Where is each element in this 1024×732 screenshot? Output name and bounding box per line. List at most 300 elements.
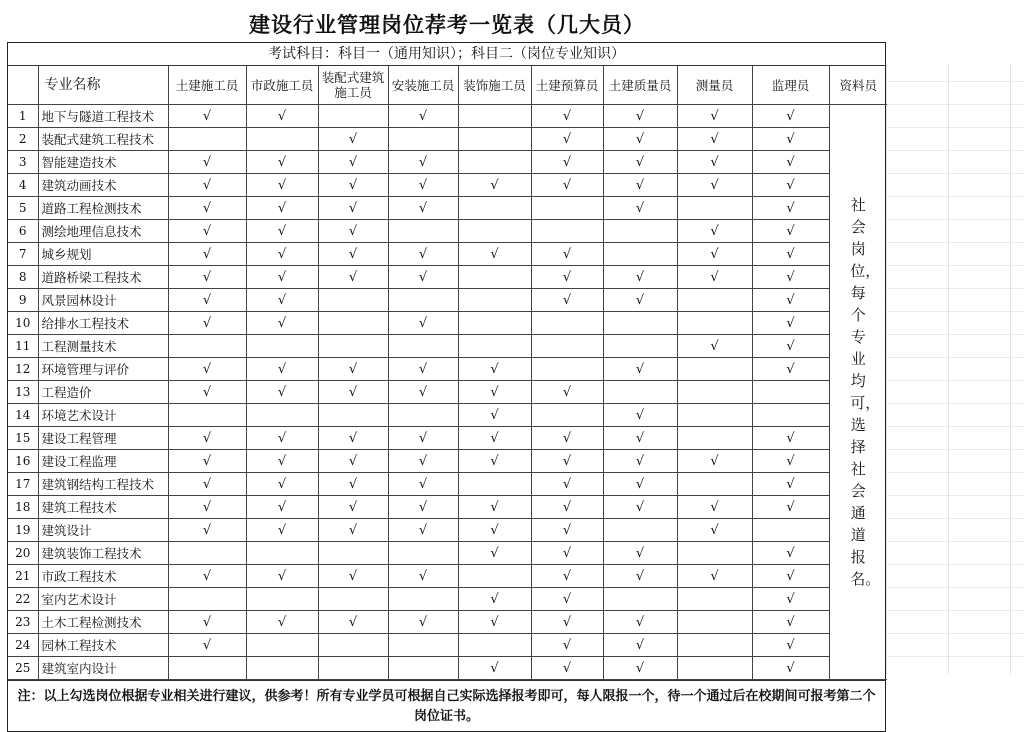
- empty-cell: [168, 657, 246, 680]
- check-mark-icon: √: [531, 473, 603, 496]
- empty-cell: [318, 588, 388, 611]
- row-index: 10: [8, 312, 38, 335]
- empty-cell: [603, 312, 677, 335]
- header-row: [8, 66, 887, 105]
- check-mark-icon: √: [752, 128, 829, 151]
- check-mark-icon: √: [318, 473, 388, 496]
- empty-cell: [677, 404, 752, 427]
- check-mark-icon: √: [752, 588, 829, 611]
- empty-cell: [458, 565, 531, 588]
- empty-cell: [168, 588, 246, 611]
- check-mark-icon: √: [531, 174, 603, 197]
- check-mark-icon: √: [603, 542, 677, 565]
- row-index: 18: [8, 496, 38, 519]
- empty-cell: [458, 220, 531, 243]
- major-name: 风景园林设计: [38, 289, 168, 312]
- empty-cell: [603, 335, 677, 358]
- empty-cell: [531, 335, 603, 358]
- empty-cell: [388, 542, 458, 565]
- major-name: 给排水工程技术: [38, 312, 168, 335]
- check-mark-icon: √: [531, 634, 603, 657]
- check-mark-icon: √: [388, 105, 458, 128]
- check-mark-icon: √: [318, 174, 388, 197]
- check-mark-icon: √: [752, 542, 829, 565]
- empty-cell: [752, 381, 829, 404]
- empty-cell: [388, 335, 458, 358]
- check-mark-icon: √: [388, 450, 458, 473]
- empty-cell: [677, 657, 752, 680]
- check-mark-icon: √: [458, 243, 531, 266]
- check-mark-icon: √: [603, 404, 677, 427]
- major-name: 建筑设计: [38, 519, 168, 542]
- check-mark-icon: √: [168, 473, 246, 496]
- table-row: [8, 634, 887, 657]
- major-name: 建筑动画技术: [38, 174, 168, 197]
- empty-cell: [677, 381, 752, 404]
- empty-cell: [458, 634, 531, 657]
- major-name: 建筑室内设计: [38, 657, 168, 680]
- check-mark-icon: √: [531, 496, 603, 519]
- check-mark-icon: √: [318, 266, 388, 289]
- empty-cell: [531, 312, 603, 335]
- empty-cell: [246, 588, 318, 611]
- check-mark-icon: √: [531, 266, 603, 289]
- check-mark-icon: √: [458, 496, 531, 519]
- check-mark-icon: √: [458, 427, 531, 450]
- check-mark-icon: √: [318, 565, 388, 588]
- empty-cell: [388, 404, 458, 427]
- check-mark-icon: √: [531, 588, 603, 611]
- check-mark-icon: √: [752, 174, 829, 197]
- check-mark-icon: √: [318, 611, 388, 634]
- header-position: 测量员: [677, 66, 752, 105]
- check-mark-icon: √: [246, 427, 318, 450]
- empty-cell: [168, 542, 246, 565]
- empty-cell: [677, 427, 752, 450]
- check-mark-icon: √: [677, 151, 752, 174]
- check-mark-icon: √: [246, 243, 318, 266]
- row-index: 1: [8, 105, 38, 128]
- check-mark-icon: √: [603, 565, 677, 588]
- empty-cell: [677, 542, 752, 565]
- check-mark-icon: √: [168, 312, 246, 335]
- table-row: [8, 565, 887, 588]
- empty-cell: [458, 197, 531, 220]
- major-name: 建筑装饰工程技术: [38, 542, 168, 565]
- check-mark-icon: √: [318, 450, 388, 473]
- empty-cell: [677, 473, 752, 496]
- check-mark-icon: √: [458, 657, 531, 680]
- check-mark-icon: √: [677, 519, 752, 542]
- empty-cell: [458, 289, 531, 312]
- row-index: 6: [8, 220, 38, 243]
- major-name: 智能建造技术: [38, 151, 168, 174]
- check-mark-icon: √: [168, 243, 246, 266]
- check-mark-icon: √: [677, 174, 752, 197]
- check-mark-icon: √: [458, 450, 531, 473]
- check-mark-icon: √: [677, 565, 752, 588]
- check-mark-icon: √: [168, 611, 246, 634]
- table-row: [8, 335, 887, 358]
- check-mark-icon: √: [603, 657, 677, 680]
- check-mark-icon: √: [458, 358, 531, 381]
- empty-cell: [677, 289, 752, 312]
- check-mark-icon: √: [168, 358, 246, 381]
- check-mark-icon: √: [168, 427, 246, 450]
- check-mark-icon: √: [752, 243, 829, 266]
- check-mark-icon: √: [318, 358, 388, 381]
- empty-cell: [246, 657, 318, 680]
- check-mark-icon: √: [168, 565, 246, 588]
- table-row: [8, 197, 887, 220]
- spreadsheet-background-grid: [886, 64, 1024, 674]
- check-mark-icon: √: [531, 105, 603, 128]
- empty-cell: [318, 289, 388, 312]
- check-mark-icon: √: [531, 450, 603, 473]
- empty-cell: [318, 105, 388, 128]
- row-index: 22: [8, 588, 38, 611]
- check-mark-icon: √: [603, 427, 677, 450]
- row-index: 20: [8, 542, 38, 565]
- check-mark-icon: √: [531, 542, 603, 565]
- check-mark-icon: √: [752, 634, 829, 657]
- major-name: 建筑工程技术: [38, 496, 168, 519]
- check-mark-icon: √: [246, 312, 318, 335]
- row-index: 2: [8, 128, 38, 151]
- header-position: 市政施工员: [246, 66, 318, 105]
- table-row: [8, 657, 887, 680]
- empty-cell: [388, 588, 458, 611]
- check-mark-icon: √: [318, 243, 388, 266]
- check-mark-icon: √: [531, 128, 603, 151]
- major-name: 测绘地理信息技术: [38, 220, 168, 243]
- check-mark-icon: √: [603, 358, 677, 381]
- major-name: 装配式建筑工程技术: [38, 128, 168, 151]
- check-mark-icon: √: [677, 220, 752, 243]
- check-mark-icon: √: [458, 611, 531, 634]
- check-mark-icon: √: [677, 105, 752, 128]
- table-row: [8, 427, 887, 450]
- table-row: [8, 381, 887, 404]
- check-mark-icon: √: [677, 243, 752, 266]
- check-mark-icon: √: [168, 266, 246, 289]
- check-mark-icon: √: [168, 174, 246, 197]
- check-mark-icon: √: [168, 151, 246, 174]
- check-mark-icon: √: [388, 519, 458, 542]
- check-mark-icon: √: [531, 381, 603, 404]
- empty-cell: [388, 220, 458, 243]
- empty-cell: [458, 151, 531, 174]
- check-mark-icon: √: [388, 197, 458, 220]
- header-position: 土建预算员: [531, 66, 603, 105]
- major-name: 城乡规划: [38, 243, 168, 266]
- empty-cell: [458, 473, 531, 496]
- empty-cell: [388, 128, 458, 151]
- empty-cell: [388, 634, 458, 657]
- major-name: 建设工程管理: [38, 427, 168, 450]
- check-mark-icon: √: [318, 151, 388, 174]
- check-mark-icon: √: [458, 404, 531, 427]
- empty-cell: [603, 519, 677, 542]
- check-mark-icon: √: [603, 450, 677, 473]
- row-index: 17: [8, 473, 38, 496]
- check-mark-icon: √: [318, 197, 388, 220]
- empty-cell: [531, 197, 603, 220]
- check-mark-icon: √: [168, 450, 246, 473]
- check-mark-icon: √: [603, 151, 677, 174]
- check-mark-icon: √: [603, 473, 677, 496]
- check-mark-icon: √: [246, 473, 318, 496]
- table-row: [8, 496, 887, 519]
- row-index: 4: [8, 174, 38, 197]
- header-index: [8, 66, 38, 105]
- empty-cell: [458, 105, 531, 128]
- table-row: [8, 542, 887, 565]
- empty-cell: [168, 335, 246, 358]
- check-mark-icon: √: [531, 289, 603, 312]
- empty-cell: [246, 404, 318, 427]
- major-name: 建设工程监理: [38, 450, 168, 473]
- empty-cell: [318, 542, 388, 565]
- empty-cell: [531, 358, 603, 381]
- empty-cell: [603, 588, 677, 611]
- check-mark-icon: √: [752, 657, 829, 680]
- vertical-note-text: 社会岗位，每个专业均可，选择社会通道报名。: [850, 196, 881, 588]
- empty-cell: [318, 634, 388, 657]
- check-mark-icon: √: [603, 266, 677, 289]
- check-mark-icon: √: [168, 496, 246, 519]
- check-mark-icon: √: [388, 473, 458, 496]
- table-row: [8, 450, 887, 473]
- check-mark-icon: √: [603, 174, 677, 197]
- header-position: 土建施工员: [168, 66, 246, 105]
- row-index: 24: [8, 634, 38, 657]
- page-title: 建设行业管理岗位荐考一览表（几大员）: [249, 13, 645, 37]
- row-index: 5: [8, 197, 38, 220]
- check-mark-icon: √: [677, 335, 752, 358]
- table-row: [8, 312, 887, 335]
- empty-cell: [318, 657, 388, 680]
- check-mark-icon: √: [752, 197, 829, 220]
- empty-cell: [388, 289, 458, 312]
- check-mark-icon: √: [388, 611, 458, 634]
- check-mark-icon: √: [752, 611, 829, 634]
- check-mark-icon: √: [752, 105, 829, 128]
- empty-cell: [677, 588, 752, 611]
- check-mark-icon: √: [318, 381, 388, 404]
- table-row: [8, 266, 887, 289]
- row-index: 13: [8, 381, 38, 404]
- check-mark-icon: √: [168, 197, 246, 220]
- check-mark-icon: √: [752, 450, 829, 473]
- row-index: 9: [8, 289, 38, 312]
- check-mark-icon: √: [603, 611, 677, 634]
- table-row: [8, 611, 887, 634]
- major-name: 土木工程检测技术: [38, 611, 168, 634]
- check-mark-icon: √: [603, 197, 677, 220]
- check-mark-icon: √: [458, 542, 531, 565]
- empty-cell: [752, 404, 829, 427]
- check-mark-icon: √: [531, 565, 603, 588]
- empty-cell: [168, 128, 246, 151]
- empty-cell: [603, 243, 677, 266]
- check-mark-icon: √: [246, 289, 318, 312]
- empty-cell: [458, 312, 531, 335]
- check-mark-icon: √: [388, 151, 458, 174]
- check-mark-icon: √: [752, 266, 829, 289]
- check-mark-icon: √: [677, 266, 752, 289]
- major-name: 地下与隧道工程技术: [38, 105, 168, 128]
- check-mark-icon: √: [752, 565, 829, 588]
- check-mark-icon: √: [388, 381, 458, 404]
- check-mark-icon: √: [458, 381, 531, 404]
- check-mark-icon: √: [388, 427, 458, 450]
- empty-cell: [677, 634, 752, 657]
- check-mark-icon: √: [388, 243, 458, 266]
- check-mark-icon: √: [531, 427, 603, 450]
- check-mark-icon: √: [388, 312, 458, 335]
- empty-cell: [603, 220, 677, 243]
- check-mark-icon: √: [752, 220, 829, 243]
- check-mark-icon: √: [388, 266, 458, 289]
- table-row: [8, 588, 887, 611]
- empty-cell: [318, 335, 388, 358]
- header-position: 装饰施工员: [458, 66, 531, 105]
- check-mark-icon: √: [318, 128, 388, 151]
- check-mark-icon: √: [168, 381, 246, 404]
- row-index: 14: [8, 404, 38, 427]
- check-mark-icon: √: [246, 450, 318, 473]
- check-mark-icon: √: [388, 565, 458, 588]
- empty-cell: [752, 519, 829, 542]
- empty-cell: [458, 335, 531, 358]
- header-position: 土建质量员: [603, 66, 677, 105]
- check-mark-icon: √: [168, 105, 246, 128]
- table-row: [8, 220, 887, 243]
- check-mark-icon: √: [246, 358, 318, 381]
- check-mark-icon: √: [752, 358, 829, 381]
- check-mark-icon: √: [531, 611, 603, 634]
- row-index: 12: [8, 358, 38, 381]
- major-name: 环境艺术设计: [38, 404, 168, 427]
- row-index: 11: [8, 335, 38, 358]
- check-mark-icon: √: [168, 289, 246, 312]
- empty-cell: [458, 266, 531, 289]
- check-mark-icon: √: [318, 496, 388, 519]
- check-mark-icon: √: [318, 427, 388, 450]
- check-mark-icon: √: [603, 496, 677, 519]
- empty-cell: [246, 128, 318, 151]
- empty-cell: [246, 542, 318, 565]
- row-index: 19: [8, 519, 38, 542]
- check-mark-icon: √: [318, 519, 388, 542]
- header-position: 资料员: [829, 66, 887, 105]
- table-row: [8, 105, 887, 128]
- table-row: [8, 174, 887, 197]
- check-mark-icon: √: [603, 128, 677, 151]
- empty-cell: [318, 312, 388, 335]
- clerk-merged-note: [829, 105, 887, 680]
- check-mark-icon: √: [388, 358, 458, 381]
- empty-cell: [318, 404, 388, 427]
- check-mark-icon: √: [531, 519, 603, 542]
- major-name: 工程造价: [38, 381, 168, 404]
- check-mark-icon: √: [752, 335, 829, 358]
- table-row: [8, 289, 887, 312]
- footnote: 注：以上勾选岗位根据专业相关进行建议，供参考！所有专业学员可根据自己实际选择报考即可，每人限报一个，待一个通过后在校期间可报考第二个岗位证书。: [8, 680, 885, 731]
- check-mark-icon: √: [752, 289, 829, 312]
- check-mark-icon: √: [531, 151, 603, 174]
- check-mark-icon: √: [246, 381, 318, 404]
- check-mark-icon: √: [752, 312, 829, 335]
- check-mark-icon: √: [246, 565, 318, 588]
- header-position: 监理员: [752, 66, 829, 105]
- row-index: 3: [8, 151, 38, 174]
- check-mark-icon: √: [458, 174, 531, 197]
- row-index: 7: [8, 243, 38, 266]
- header-major: 专业名称: [38, 66, 168, 105]
- recommendation-table: [8, 66, 887, 680]
- check-mark-icon: √: [246, 519, 318, 542]
- table-row: [8, 243, 887, 266]
- check-mark-icon: √: [677, 450, 752, 473]
- empty-cell: [677, 197, 752, 220]
- check-mark-icon: √: [168, 634, 246, 657]
- row-index: 21: [8, 565, 38, 588]
- check-mark-icon: √: [677, 496, 752, 519]
- major-name: 道路工程检测技术: [38, 197, 168, 220]
- major-name: 建筑钢结构工程技术: [38, 473, 168, 496]
- check-mark-icon: √: [246, 266, 318, 289]
- header-position: 安装施工员: [388, 66, 458, 105]
- check-mark-icon: √: [752, 496, 829, 519]
- major-name: 环境管理与评价: [38, 358, 168, 381]
- check-mark-icon: √: [752, 427, 829, 450]
- empty-cell: [677, 611, 752, 634]
- row-index: 25: [8, 657, 38, 680]
- check-mark-icon: √: [531, 657, 603, 680]
- major-name: 工程测量技术: [38, 335, 168, 358]
- check-mark-icon: √: [531, 243, 603, 266]
- empty-cell: [677, 312, 752, 335]
- empty-cell: [458, 128, 531, 151]
- empty-cell: [603, 381, 677, 404]
- empty-cell: [246, 335, 318, 358]
- check-mark-icon: √: [603, 634, 677, 657]
- empty-cell: [246, 634, 318, 657]
- table-row: [8, 519, 887, 542]
- check-mark-icon: √: [603, 289, 677, 312]
- check-mark-icon: √: [458, 519, 531, 542]
- row-index: 23: [8, 611, 38, 634]
- check-mark-icon: √: [246, 496, 318, 519]
- row-index: 16: [8, 450, 38, 473]
- recommendation-table-sheet: [7, 42, 886, 732]
- check-mark-icon: √: [246, 611, 318, 634]
- table-row: [8, 358, 887, 381]
- table-body: [8, 105, 887, 680]
- check-mark-icon: √: [246, 151, 318, 174]
- empty-cell: [531, 220, 603, 243]
- check-mark-icon: √: [246, 220, 318, 243]
- check-mark-icon: √: [752, 473, 829, 496]
- check-mark-icon: √: [168, 220, 246, 243]
- empty-cell: [168, 404, 246, 427]
- major-name: 室内艺术设计: [38, 588, 168, 611]
- check-mark-icon: √: [458, 588, 531, 611]
- table-row: [8, 404, 887, 427]
- exam-subjects-subtitle: 考试科目：科目一（通用知识）；科目二（岗位专业知识）: [8, 43, 885, 66]
